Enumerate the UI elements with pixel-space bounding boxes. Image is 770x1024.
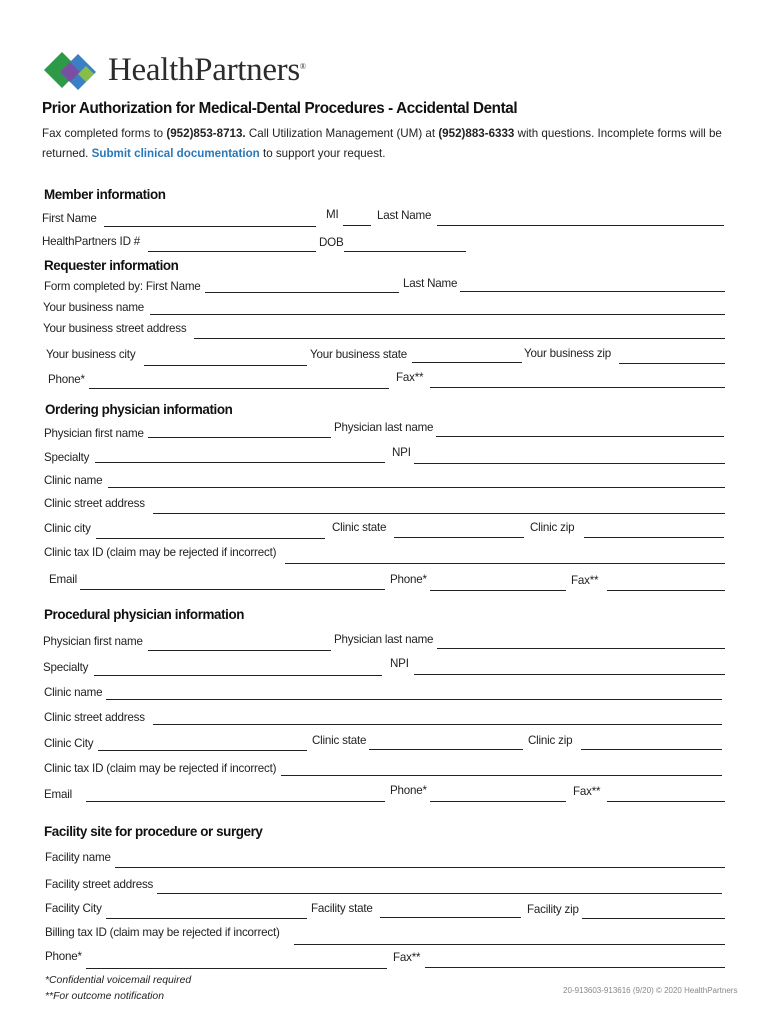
requester-phone-field[interactable] (89, 388, 389, 389)
requester-last-name-label: Last Name (403, 277, 458, 290)
ordering-phone-label: Phone* (390, 573, 427, 586)
ordering-npi-label: NPI (392, 446, 411, 459)
ordering-clinic-name-label: Clinic name (44, 474, 103, 487)
ordering-heading: Ordering physician information (45, 402, 233, 417)
procedural-zip-label: Clinic zip (528, 734, 573, 747)
ordering-phone-field[interactable] (430, 590, 566, 591)
ordering-specialty-field[interactable] (95, 462, 385, 463)
requester-phone-label: Phone* (48, 373, 85, 386)
member-heading: Member information (44, 187, 166, 202)
requester-city-label: Your business city (46, 348, 136, 361)
procedural-street-field[interactable] (153, 724, 722, 725)
ordering-zip-field[interactable] (584, 537, 724, 538)
requester-state-field[interactable] (412, 362, 522, 363)
facility-fax-label: Fax** (393, 951, 421, 964)
procedural-state-label: Clinic state (312, 734, 367, 747)
procedural-fax-label: Fax** (573, 785, 601, 798)
ordering-email-label: Email (49, 573, 77, 586)
procedural-last-name-field[interactable] (437, 648, 725, 649)
ordering-npi-field[interactable] (414, 463, 725, 464)
member-mi-label: MI (326, 208, 339, 221)
procedural-npi-field[interactable] (414, 674, 725, 675)
form-code: 20-913603-913616 (9/20) © 2020 HealthPartners (563, 986, 738, 995)
facility-fax-field[interactable] (425, 967, 725, 968)
ordering-last-name-field[interactable] (436, 436, 724, 437)
ordering-clinic-name-field[interactable] (108, 487, 725, 488)
ordering-last-name-label: Physician last name (334, 421, 434, 434)
facility-name-label: Facility name (45, 851, 111, 864)
ordering-fax-field[interactable] (607, 590, 725, 591)
facility-heading: Facility site for procedure or surgery (44, 824, 263, 839)
facility-tax-id-label: Billing tax ID (claim may be rejected if incorrect) (45, 926, 280, 939)
brand-name: HealthPartners® (108, 52, 306, 88)
member-last-name-label: Last Name (377, 209, 432, 222)
facility-street-label: Facility street address (45, 878, 154, 891)
requester-zip-label: Your business zip (524, 347, 612, 360)
ordering-fax-label: Fax** (571, 574, 599, 587)
requester-city-field[interactable] (144, 365, 307, 366)
member-id-label: HealthPartners ID # (42, 235, 141, 248)
submit-documentation-link[interactable]: Submit clinical documentation (91, 147, 260, 160)
procedural-fax-field[interactable] (607, 801, 725, 802)
ordering-street-label: Clinic street address (44, 497, 145, 510)
ordering-tax-id-label: Clinic tax ID (claim may be rejected if incorrect) (44, 546, 277, 559)
ordering-state-label: Clinic state (332, 521, 387, 534)
procedural-heading: Procedural physician information (44, 607, 245, 622)
member-dob-field[interactable] (344, 251, 466, 252)
ordering-specialty-label: Specialty (44, 451, 90, 464)
facility-zip-label: Facility zip (527, 903, 579, 916)
procedural-email-label: Email (44, 788, 72, 801)
requester-zip-field[interactable] (619, 363, 725, 364)
facility-state-label: Facility state (311, 902, 373, 915)
requester-street-field[interactable] (194, 338, 725, 339)
facility-zip-field[interactable] (582, 918, 725, 919)
procedural-zip-field[interactable] (581, 749, 722, 750)
procedural-specialty-label: Specialty (43, 661, 89, 674)
procedural-first-name-field[interactable] (148, 650, 331, 651)
member-mi-field[interactable] (343, 225, 371, 226)
form-title: Prior Authorization for Medical-Dental Procedures - Accidental Dental (42, 100, 518, 117)
procedural-specialty-field[interactable] (94, 675, 382, 676)
ordering-tax-id-field[interactable] (285, 563, 725, 564)
procedural-clinic-name-field[interactable] (106, 699, 722, 700)
ordering-state-field[interactable] (394, 537, 524, 538)
requester-state-label: Your business state (310, 348, 407, 361)
procedural-phone-label: Phone* (390, 784, 427, 797)
procedural-clinic-name-label: Clinic name (44, 686, 103, 699)
member-dob-label: DOB (319, 236, 344, 249)
procedural-phone-field[interactable] (430, 801, 566, 802)
facility-city-field[interactable] (106, 918, 307, 919)
footnote-fax: **For outcome notification (45, 991, 164, 1002)
ordering-email-field[interactable] (80, 589, 385, 590)
requester-street-label: Your business street address (43, 322, 187, 335)
member-id-field[interactable] (148, 251, 316, 252)
facility-phone-field[interactable] (86, 968, 387, 969)
requester-first-name-label: Form completed by: First Name (44, 280, 201, 293)
ordering-city-label: Clinic city (44, 522, 91, 535)
requester-business-name-label: Your business name (43, 301, 145, 314)
facility-state-field[interactable] (380, 917, 521, 918)
facility-street-field[interactable] (157, 893, 722, 894)
ordering-first-name-field[interactable] (148, 437, 331, 438)
requester-last-name-field[interactable] (460, 291, 725, 292)
requester-heading: Requester information (44, 258, 179, 273)
procedural-email-field[interactable] (86, 801, 385, 802)
procedural-street-label: Clinic street address (44, 711, 145, 724)
facility-city-label: Facility City (45, 902, 102, 915)
procedural-state-field[interactable] (369, 749, 523, 750)
facility-phone-label: Phone* (45, 950, 82, 963)
requester-fax-label: Fax** (396, 371, 424, 384)
facility-name-field[interactable] (115, 867, 725, 868)
intro-text: Fax completed forms to (952)853-8713. Call Utilization Management (UM) at (952)883-6333 with questions. Incomplete forms will be returned. Submit clinical documentation to support your request. (42, 127, 722, 160)
member-first-name-label: First Name (42, 212, 97, 225)
member-first-name-field[interactable] (104, 226, 316, 227)
footnote-phone: *Confidential voicemail required (45, 975, 192, 986)
ordering-zip-label: Clinic zip (530, 521, 575, 534)
procedural-city-label: Clinic City (44, 737, 94, 750)
facility-tax-id-field[interactable] (294, 944, 725, 945)
ordering-city-field[interactable] (96, 538, 325, 539)
ordering-street-field[interactable] (153, 513, 725, 514)
member-last-name-field[interactable] (437, 225, 724, 226)
procedural-city-field[interactable] (98, 750, 307, 751)
procedural-npi-label: NPI (390, 657, 409, 670)
ordering-first-name-label: Physician first name (44, 427, 144, 440)
requester-first-name-field[interactable] (205, 292, 399, 293)
procedural-last-name-label: Physician last name (334, 633, 434, 646)
procedural-first-name-label: Physician first name (43, 635, 143, 648)
requester-fax-field[interactable] (430, 387, 725, 388)
fax-number: (952)853-8713. (166, 127, 246, 140)
procedural-tax-id-label: Clinic tax ID (claim may be rejected if incorrect) (44, 762, 277, 775)
requester-business-name-field[interactable] (150, 314, 725, 315)
um-number: (952)883-6333 (438, 127, 515, 140)
procedural-tax-id-field[interactable] (281, 775, 722, 776)
